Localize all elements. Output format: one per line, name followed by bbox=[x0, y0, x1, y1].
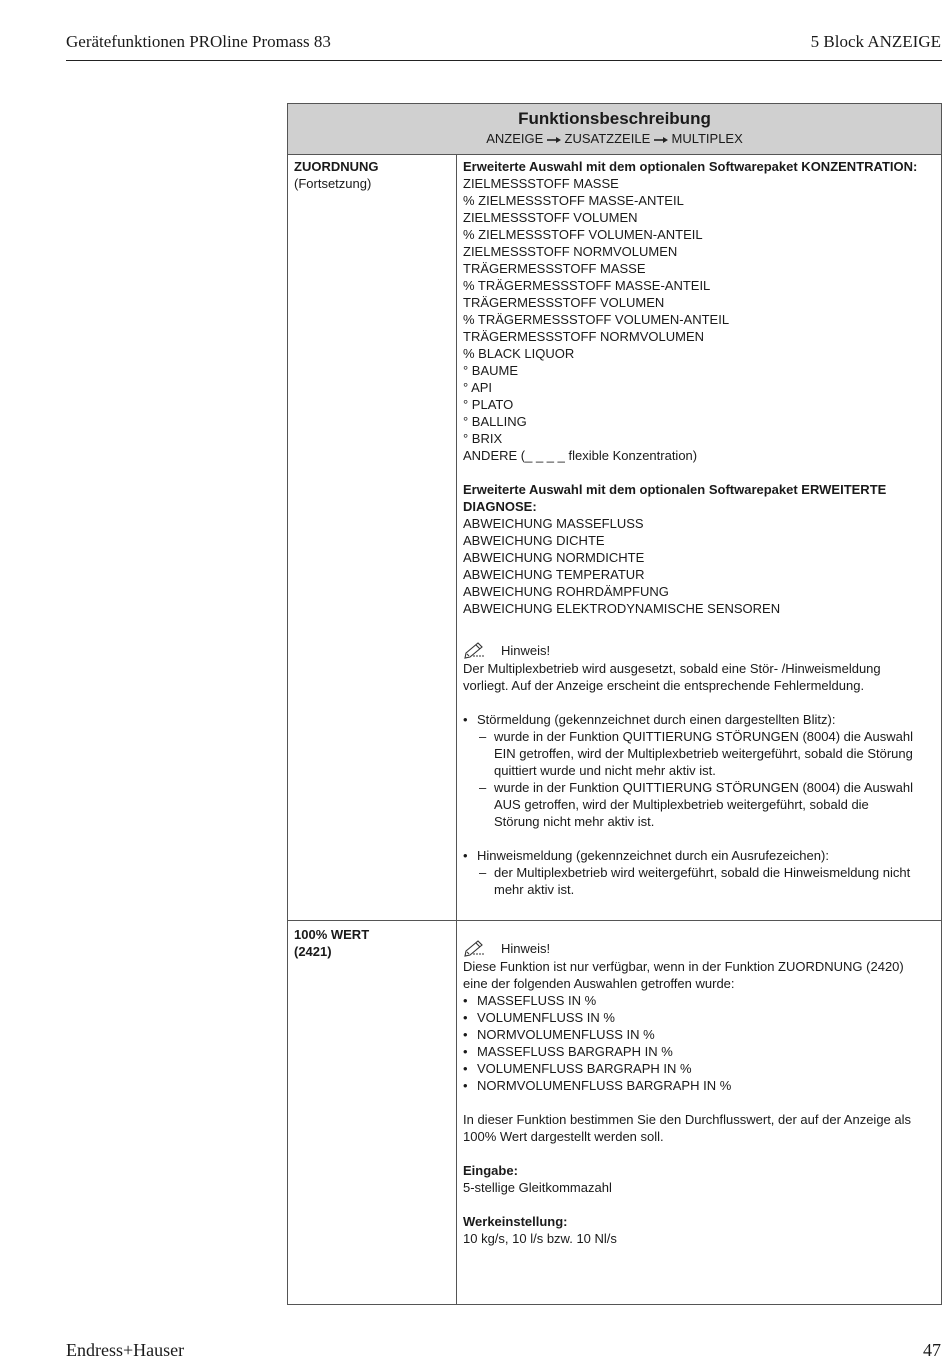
bullet-text: Hinweismeldung (gekennzeichnet durch ein Ausrufezeichen): bbox=[477, 848, 829, 863]
list-item: ° BAUME bbox=[463, 363, 519, 378]
list-item: ZIELMESSSTOFF MASSE bbox=[463, 176, 619, 191]
list-item bbox=[463, 864, 938, 898]
hint-text: eine der folgenden Auswahlen getroffen wurde: bbox=[463, 976, 735, 991]
list-item: ° BALLING bbox=[463, 414, 527, 429]
row-100-wert-label bbox=[294, 926, 369, 960]
column-divider bbox=[456, 154, 457, 1304]
running-header-title: Gerätefunktionen PROline Promass 83 bbox=[66, 32, 331, 51]
path-item: ZUSATZZEILE bbox=[564, 131, 651, 146]
list-item: TRÄGERMESSSTOFF MASSE bbox=[463, 261, 646, 276]
dash-text: der Multiplexbetrieb wird weitergeführt, sobald die Hinweismeldung nicht bbox=[494, 865, 911, 880]
bullet-text: Störmeldung (gekennzeichnet durch einen dargestellten Blitz): bbox=[477, 712, 836, 727]
function-code: (2421) bbox=[294, 944, 332, 959]
list-item: % TRÄGERMESSSTOFF VOLUMEN-ANTEIL bbox=[463, 312, 730, 327]
list-item: ANDERE (_ _ _ _ flexible Konzentration) bbox=[463, 448, 698, 463]
list-item bbox=[463, 1009, 938, 1026]
dash-text: quittiert wurde und nicht mehr aktiv ist. bbox=[494, 763, 716, 778]
list-item: % ZIELMESSSTOFF MASSE-ANTEIL bbox=[463, 193, 684, 208]
bullet-marker: • bbox=[463, 848, 468, 863]
list-item: ° API bbox=[463, 380, 493, 395]
list-item: % TRÄGERMESSSTOFF MASSE-ANTEIL bbox=[463, 278, 711, 293]
page-number: 47 bbox=[923, 1340, 941, 1360]
list-item-text: MASSEFLUSS IN % bbox=[477, 993, 597, 1008]
arrow-right-icon bbox=[654, 136, 668, 144]
function-subtitle: (Fortsetzung) bbox=[294, 176, 372, 191]
row-zuordnung-label bbox=[294, 158, 379, 192]
dash-marker: – bbox=[479, 729, 487, 744]
list-item: ° BRIX bbox=[463, 431, 503, 446]
bullet-marker: • bbox=[463, 993, 468, 1008]
list-item bbox=[463, 728, 938, 779]
list-item: ZIELMESSSTOFF VOLUMEN bbox=[463, 210, 638, 225]
hint-text: Der Multiplexbetrieb wird ausgesetzt, sobald eine Stör- /Hinweismeldung bbox=[463, 661, 881, 676]
bullet-marker: • bbox=[463, 712, 468, 727]
dash-marker: – bbox=[479, 780, 487, 795]
header-rule bbox=[66, 60, 942, 61]
list-item bbox=[463, 779, 938, 830]
row-divider bbox=[288, 920, 941, 921]
list-item bbox=[463, 711, 938, 728]
table-header bbox=[288, 104, 941, 155]
bullet-marker: • bbox=[463, 1027, 468, 1042]
list-item: ABWEICHUNG NORMDICHTE bbox=[463, 550, 645, 565]
hint-notice bbox=[463, 938, 938, 958]
list-item: ABWEICHUNG DICHTE bbox=[463, 533, 605, 548]
function-path bbox=[288, 131, 941, 146]
dash-text: wurde in der Funktion QUITTIERUNG STÖRUNGEN (8004) die Auswahl bbox=[494, 729, 914, 744]
default-label: Werkeinstellung: bbox=[463, 1214, 568, 1229]
list-item bbox=[463, 847, 938, 864]
konzentration-options bbox=[463, 175, 938, 464]
dash-text: mehr aktiv ist. bbox=[494, 882, 575, 897]
list-item-text: VOLUMENFLUSS IN % bbox=[477, 1010, 615, 1025]
hint-label: Hinweis! bbox=[501, 940, 551, 956]
list-item-text: NORMVOLUMENFLUSS BARGRAPH IN % bbox=[477, 1078, 732, 1093]
description-text: 100% Wert dargestellt werden soll. bbox=[463, 1129, 664, 1144]
path-item: ANZEIGE bbox=[486, 131, 544, 146]
bullet-marker: • bbox=[463, 1044, 468, 1059]
list-item: ZIELMESSSTOFF NORMVOLUMEN bbox=[463, 244, 678, 259]
path-item: MULTIPLEX bbox=[671, 131, 743, 146]
function-name: 100% WERT bbox=[294, 927, 370, 942]
bullet-marker: • bbox=[463, 1061, 468, 1076]
list-item: % ZIELMESSSTOFF VOLUMEN-ANTEIL bbox=[463, 227, 703, 242]
running-header-section: 5 Block ANZEIGE bbox=[810, 32, 941, 51]
list-item bbox=[463, 1077, 938, 1094]
hint-text: vorliegt. Auf der Anzeige erscheint die entsprechende Fehlermeldung. bbox=[463, 678, 865, 693]
list-item: ABWEICHUNG ELEKTRODYNAMISCHE SENSOREN bbox=[463, 601, 781, 616]
option-list bbox=[463, 992, 938, 1094]
hint-label: Hinweis! bbox=[501, 642, 551, 658]
list-item: ° PLATO bbox=[463, 397, 514, 412]
diagnose-options bbox=[463, 515, 938, 617]
row-100-wert-description bbox=[463, 938, 938, 1247]
list-item bbox=[463, 992, 938, 1009]
row-zuordnung-description bbox=[463, 158, 938, 898]
list-item bbox=[463, 1026, 938, 1043]
list-item: TRÄGERMESSSTOFF NORMVOLUMEN bbox=[463, 329, 705, 344]
list-item-text: NORMVOLUMENFLUSS IN % bbox=[477, 1027, 655, 1042]
footer-brand: Endress+Hauser bbox=[66, 1340, 185, 1360]
table-title: Funktionsbeschreibung bbox=[518, 109, 711, 128]
list-item bbox=[463, 1043, 938, 1060]
list-item-text: VOLUMENFLUSS BARGRAPH IN % bbox=[477, 1061, 692, 1076]
dash-text: AUS getroffen, wird der Multiplexbetrieb weitergeführt, sobald die bbox=[494, 797, 869, 812]
function-table bbox=[287, 103, 942, 1305]
input-label: Eingabe: bbox=[463, 1163, 518, 1178]
list-item bbox=[463, 1060, 938, 1077]
bullet-marker: • bbox=[463, 1010, 468, 1025]
konzentration-heading: Erweiterte Auswahl mit dem optionalen Softwarepaket KONZENTRATION: bbox=[463, 159, 918, 174]
default-value: 10 kg/s, 10 l/s bzw. 10 Nl/s bbox=[463, 1231, 617, 1246]
dash-text: EIN getroffen, wird der Multiplexbetrieb weitergeführt, sobald die Störung bbox=[494, 746, 913, 761]
dash-text: wurde in der Funktion QUITTIERUNG STÖRUNGEN (8004) die Auswahl bbox=[494, 780, 914, 795]
diagnose-heading: Erweiterte Auswahl mit dem optionalen Softwarepaket ERWEITERTE bbox=[463, 482, 887, 497]
hint-text: Diese Funktion ist nur verfügbar, wenn in der Funktion ZUORDNUNG (2420) bbox=[463, 959, 904, 974]
pencil-note-icon bbox=[463, 939, 487, 957]
bullet-marker: • bbox=[463, 1078, 468, 1093]
list-item: % BLACK LIQUOR bbox=[463, 346, 575, 361]
input-value: 5-stellige Gleitkommazahl bbox=[463, 1180, 612, 1195]
list-item: ABWEICHUNG MASSEFLUSS bbox=[463, 516, 644, 531]
diagnose-heading-cont: DIAGNOSE: bbox=[463, 499, 537, 514]
hint-notice bbox=[463, 640, 938, 660]
pencil-note-icon bbox=[463, 641, 487, 659]
list-item: TRÄGERMESSSTOFF VOLUMEN bbox=[463, 295, 665, 310]
dash-text: Störung nicht mehr aktiv ist. bbox=[494, 814, 655, 829]
list-item: ABWEICHUNG TEMPERATUR bbox=[463, 567, 645, 582]
list-item-text: MASSEFLUSS BARGRAPH IN % bbox=[477, 1044, 673, 1059]
dash-marker: – bbox=[479, 865, 487, 880]
arrow-right-icon bbox=[547, 136, 561, 144]
function-name: ZUORDNUNG bbox=[294, 159, 379, 174]
list-item: ABWEICHUNG ROHRDÄMPFUNG bbox=[463, 584, 669, 599]
description-text: In dieser Funktion bestimmen Sie den Durchflusswert, der auf der Anzeige als bbox=[463, 1112, 912, 1127]
